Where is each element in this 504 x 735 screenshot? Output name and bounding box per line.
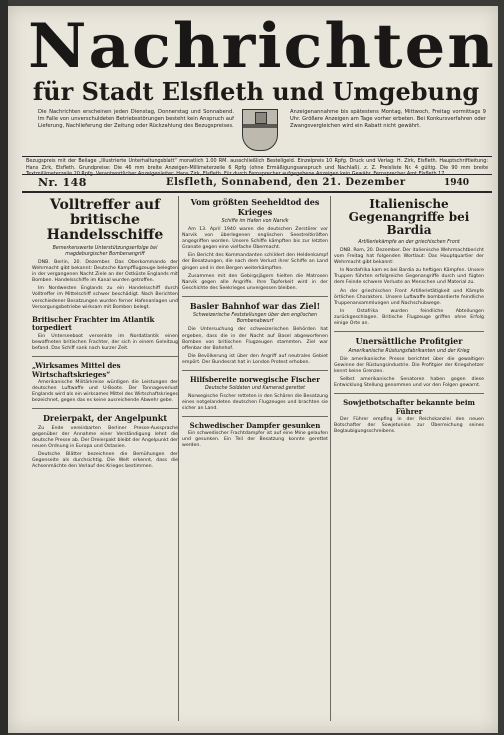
article-headline: Unersättliche Profitgier <box>355 336 463 347</box>
article-paragraph: DNB. Berlin, 20. Dezember. Das Oberkommando der Wehrmacht gibt bekannt: Deutsche Kampfflugzeuge belegten in der vergangenen Nacht Ziele an der Ostküste Englands mit Bomben. Handelsschiffe im Kanal wurden getroffen. <box>32 260 178 284</box>
column-left <box>32 196 178 726</box>
article-kicker: Artilleriekämpfe an der griechischen Front <box>358 240 460 245</box>
scan-edge <box>0 0 8 735</box>
column-rule <box>330 196 331 721</box>
divider <box>22 174 492 175</box>
dateline: Elsfleth, Sonnabend, den 21. Dezember <box>166 177 406 188</box>
article-paragraph: Zusammen mit den Gebirgsjägern hielten die Matrosen Narvik gegen alle Angriffe. Ihre Tapferkeit wird in der Geschichte des Seekrieges unvergessen bleiben. <box>182 273 328 291</box>
advertising-info: Anzeigenannahme bis spätestens Montag, Mittwoch, Freitag vormittags 9 Uhr. Größere Anzeigen am Tage vorher erbeten. Bei Konkursverfahren oder Zwangsvergleichen wird ein Rabatt nicht gewährt. <box>290 109 486 129</box>
masthead-title: Nachrichten <box>28 10 496 83</box>
article-headline: Schwedischer Dampfer gesunken <box>189 420 321 430</box>
article-paragraph: Im Nordwesten Englands zu ein Handelsschiff durch Volltreffer im Mittelschiff schwer beschädigt. Nach Berichten verschiedener Besatzungen wurden ferner Hafenanlagen und Versorgungsbetriebe wirksam mit Bomben belegt. <box>32 286 178 310</box>
newspaper-page <box>8 6 498 733</box>
divider <box>334 331 484 332</box>
article-paragraph: Die Bevölkerung ist über den Angriff auf neutrales Gebiet empört. Der Bundesrat hat in London Protest erhoben. <box>182 353 328 365</box>
subscription-info: Bezugspreis mit der Beilage „Illustrierte Unterhaltungsblatt“ monatlich 1.00 RM. ausschließlich Bestellgeld. Einzelpreis 10 Rpfg. Druck und Verlag: H. Zirk, Elsfleth. Hauptschriftleitung: Hans Zirk, Elsfleth. Grundpreise: Die 46 mm breite Anzeigen-Millimeterzeile 6 Rpfg (ohne Ermäßigungsanspruch und Nachlaß). z. Z. Preisliste Nr. 4 gültig. Die 90 mm breite Textmillimeterzeile 20 Rpfg. Verantwortlicher Anzeigenleiter: Hans Zirk, Elsfleth. Für durch Fernsprecher aufgegebene Anzeigen kein Gewähr. Fernsprecher Amt Elsfleth 17 <box>26 158 488 178</box>
column-rule <box>178 196 179 721</box>
article-headline: Britischer Frachter im Atlantik torpediert <box>32 314 155 333</box>
article-paragraph: Der Führer empfing in der Reichskanzlei den neuen Botschafter der Sowjetunion zur Überreichung seines Beglaubigungsschreibens. <box>334 417 484 435</box>
article-paragraph: Amerikanische Militärkreise würdigen die Leistungen der deutschen Luftwaffe und U-Boote. Der Tonnageverlust Englands wird als ein wirksames Mittel des Wirtschaftskrieges bezeichnet, gegen das es keine ausreichende Abwehr gebe. <box>32 380 178 404</box>
article-paragraph: In Ostafrika wurden feindliche Abteilungen zurückgeschlagen. Britische Flugzeuge griffen ohne Erfolg einige Orte an. <box>334 308 484 327</box>
article-paragraph: Ein schwedischer Frachtdampfer ist auf eine Mine gelaufen und gesunken. Ein Teil der Besatzung konnte gerettet werden. <box>182 431 328 449</box>
article-headline: Vom größten Seeheldtod des Krieges <box>190 197 320 217</box>
article-paragraph: Ein Bericht des Kommandanten schildert den Heldenkampf der Besatzungen, die nach dem Verlust ihrer Schiffe an Land gingen und in den Bergen weiterkämpften. <box>182 253 328 271</box>
article-headline: Hilfsbereite norwegische Fischer <box>190 375 320 384</box>
divider <box>182 416 328 417</box>
article-paragraph: An der griechischen Front Artillerietätigkeit und Kämpfe örtlichen Charakters. Unsere Luftwaffe bombardierte feindliche Truppenansammlungen und Nachschubwege. <box>334 288 484 306</box>
article-paragraph: Ein Unterseeboot versenkte im Nordatlantik einen bewaffneten britischen Frachter, der sich in einem Geleitzug befand. Das Schiff sank nach kurzer Zeit. <box>32 333 178 351</box>
article-paragraph: Die Untersuchung der schweizerischen Behörden hat ergeben, dass die in der Nacht auf Basel abgeworfenen Bomben von britischen Flugzeugen stammten. Ziel war offenbar der Bahnhof. <box>182 327 328 351</box>
article-headline: Italienische Gegenangriffe bei Bardia <box>348 197 470 237</box>
masthead-subtitle: für Stadt Elsfleth und Umgebung <box>32 77 480 106</box>
article-paragraph: Die amerikanische Presse berichtet über die gewaltigen Gewinne der Rüstungsindustrie. Die Profitgier der Kriegshetzer kennt keine Grenzen. <box>334 356 484 374</box>
article-headline: Volltreffer auf britische Handelsschiffe <box>46 197 164 243</box>
article-paragraph: Deutsche Blätter bezeichnen die Bemühungen der Gegenseite als durchsichtig. Die Welt erkennt, dass die Achsenmächte den Verlauf des Krieges bestimmen. <box>32 452 178 470</box>
article-headline: Dreierpakt, der Angelpunkt <box>42 413 168 424</box>
article-paragraph: In Nordafrika kam es bei Bardia zu heftigen Kämpfen. Unsere Truppen führten erfolgreiche Gegenangriffe durch und fügten dem Feinde schwere Verluste an Menschen und Material zu. <box>334 268 484 286</box>
divider <box>22 156 492 157</box>
article-headline: Sowjetbotschafter bekannte beim Führer <box>343 398 475 416</box>
coat-of-arms-icon <box>242 109 278 151</box>
divider <box>32 356 178 357</box>
article-kicker: Bemerkenswerte Unterstützungserfolge bei magdeburgischer Bombenangriff <box>52 246 158 257</box>
article-paragraph: Norwegische Fischer retteten in den Schären die Besatzung eines notgelandeten deutschen Flugzeuges und brachten sie sicher an Land. <box>182 393 328 411</box>
article-paragraph: DNB. Rom, 20. Dezember. Der italienische Wehrmachtbericht vom Freitag hat folgenden Wortlaut: Das Hauptquartier der Wehrmacht gibt bekannt: <box>334 248 484 266</box>
article-paragraph: Selbst amerikanische Senatoren haben gegen diese Entwicklung Stellung genommen und vor den Folgen gewarnt. <box>334 376 484 388</box>
article-kicker: Schweizerische Feststellungen über den englischen Bombenabwurf <box>192 313 318 325</box>
article-paragraph: Zu Ende vereinbarten Berliner Presse-Aussprache gegenüber der Annahme einer Verständigung lehnt die deutsche Presse ab. Der Dreierpakt bleibt der Angelpunkt der neuen Ordnung in Europa und Ostasien. <box>32 425 178 450</box>
publication-info: Die Nachrichten erscheinen jeden Dienstag, Donnerstag und Sonnabend. Im Falle von unverschuldeten Betriebsstörungen besteht kein Anspruch auf Lieferung, Nachlieferung der Zeitung oder Rückzahlung des Bezugspreises. <box>38 109 234 129</box>
divider <box>32 408 178 409</box>
column-right <box>334 196 484 726</box>
article-paragraph: Am 13. April 1940 waren die deutschen Zerstörer vor Narvik von überlegenen englischen Seestreitkräften angegriffen worden. Unsere Schiffe kämpften bis zur letzten Granate gegen eine vielfache Übermacht. <box>182 227 328 251</box>
divider <box>22 191 492 193</box>
article-headline: „Wirksames Mittel des Wirtschaftskrieges“ <box>32 361 121 379</box>
divider <box>182 370 328 371</box>
column-middle <box>182 196 328 726</box>
issue-year: 1940 <box>444 178 470 188</box>
article-kicker: Amerikanische Rüstungsfabrikanten und der Krieg <box>348 348 470 354</box>
article-kicker: Schiffe im Hafen von Narvik <box>221 219 289 224</box>
divider <box>182 296 328 297</box>
divider <box>334 393 484 394</box>
article-headline: Basler Bahnhof war das Ziel! <box>189 300 321 311</box>
issue-number: Nr. 148 <box>38 176 87 189</box>
article-kicker: Deutsche Soldaten und Kamerad gerettet <box>204 385 306 391</box>
